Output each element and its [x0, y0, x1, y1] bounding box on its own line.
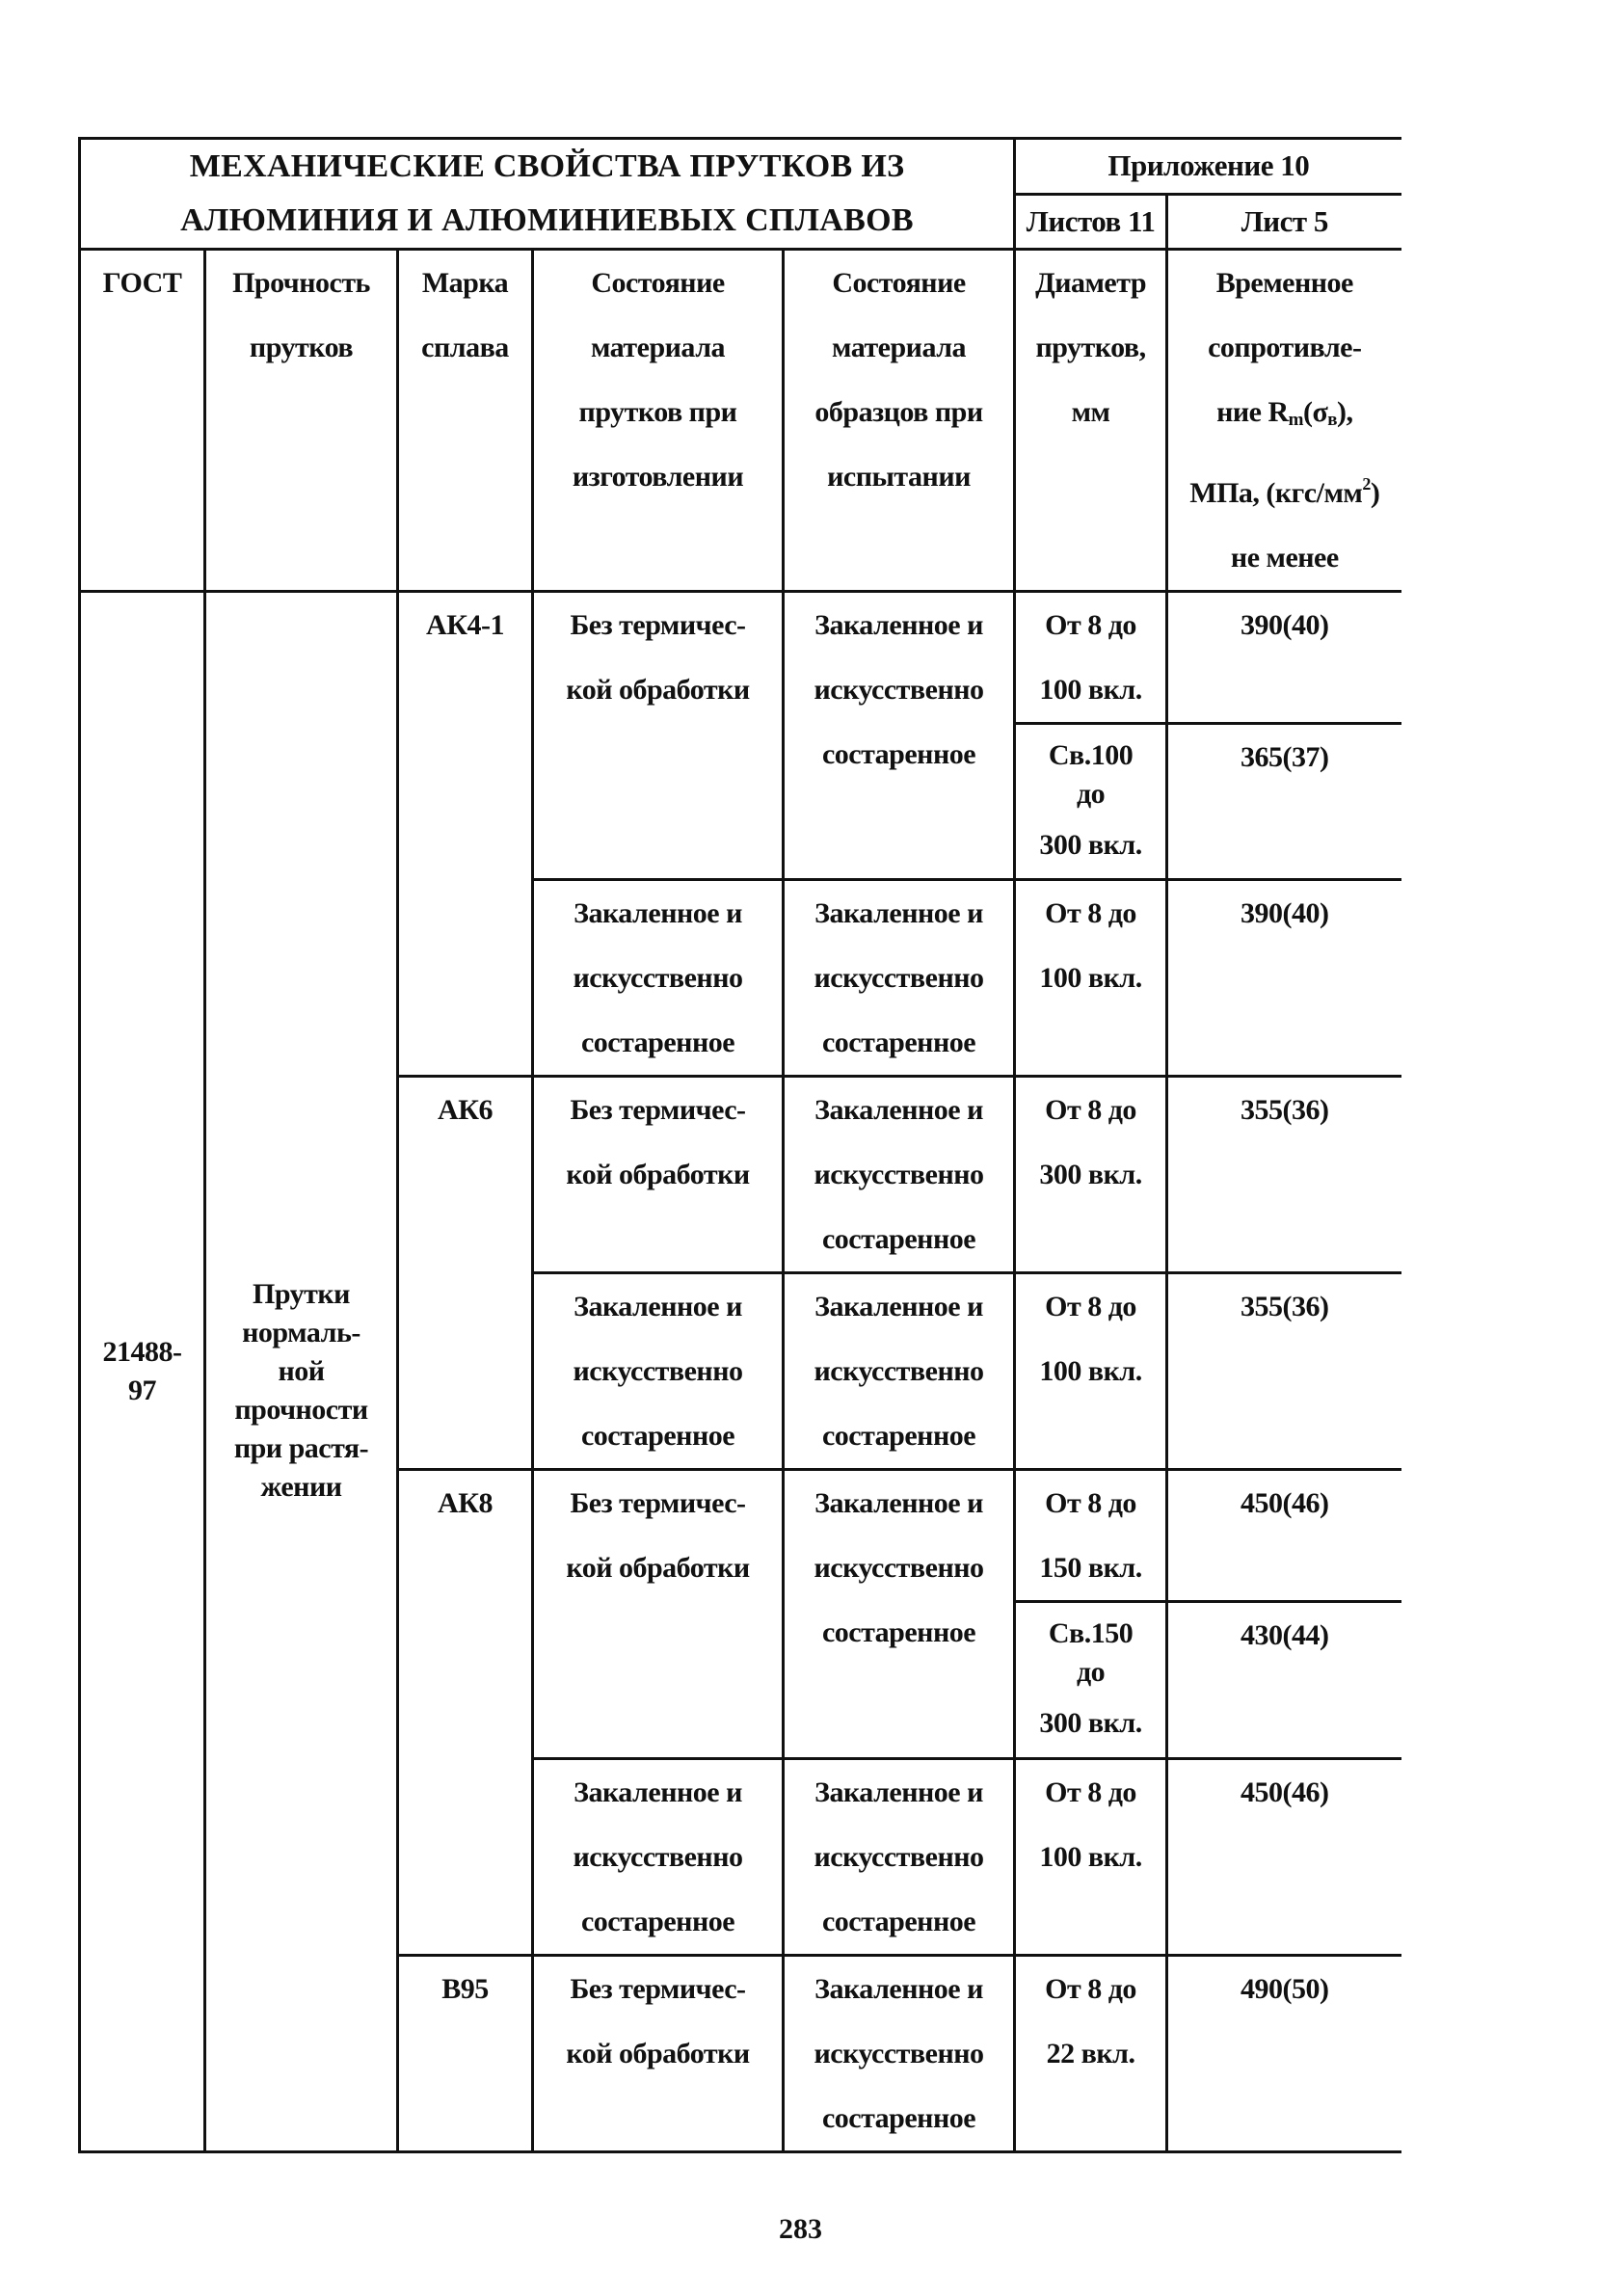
- col-header-test-state: Состояние материала образцов при испытании: [784, 250, 1015, 592]
- test-state: Закаленное и искусственно состаренное: [784, 592, 1015, 880]
- tensile-value: 365(37): [1167, 724, 1401, 880]
- grade-b95: В95: [398, 1956, 533, 2152]
- col-header-gost: ГОСТ: [80, 250, 205, 592]
- gost-number: 21488- 97: [80, 592, 205, 2152]
- col-header-manufacture-state: Состояние материала прутков при изготовлении: [533, 250, 784, 592]
- appendix-label: Приложение 10: [1015, 139, 1401, 195]
- sheets-total: Листов 11: [1015, 194, 1167, 250]
- sheet-current: Лист 5: [1167, 194, 1401, 250]
- title-line-2: АЛЮМИНИЯ И АЛЮМИНИЕВЫХ СПЛАВОВ: [180, 202, 914, 238]
- title-line-1: МЕХАНИЧЕСКИЕ СВОЙСТВА ПРУТКОВ ИЗ: [189, 148, 905, 184]
- test-state: Закаленное и искусственно состаренное: [784, 880, 1015, 1077]
- tensile-value: 430(44): [1167, 1602, 1401, 1759]
- tensile-value: 490(50): [1167, 1956, 1401, 2152]
- diameter-range: От 8 до 100 вкл.: [1015, 1273, 1167, 1470]
- diameter-range: От 8 до 100 вкл.: [1015, 592, 1167, 724]
- diameter-range: Св.150 до 300 вкл.: [1015, 1602, 1167, 1759]
- grade-ak6: АК6: [398, 1077, 533, 1470]
- test-state: Закаленное и искусственно состаренное: [784, 1077, 1015, 1273]
- strength-category: Прутки нормаль- ной прочности при растя- жении: [205, 592, 398, 2152]
- document-sheet: [78, 137, 1400, 2153]
- properties-table: [78, 137, 1401, 2153]
- manufacture-state: Без термичес- кой обработки: [533, 1956, 784, 2152]
- document-title: [80, 139, 1015, 250]
- col-header-grade: Марка сплава: [398, 250, 533, 592]
- manufacture-state: Без термичес- кой обработки: [533, 1077, 784, 1273]
- diameter-range: От 8 до 100 вкл.: [1015, 1759, 1167, 1956]
- tensile-value: 450(46): [1167, 1759, 1401, 1956]
- tensile-value: 390(40): [1167, 880, 1401, 1077]
- grade-ak4-1: АК4-1: [398, 592, 533, 1077]
- col-header-diameter: Диаметр прутков, мм: [1015, 250, 1167, 592]
- tensile-value: 355(36): [1167, 1273, 1401, 1470]
- page-number: 283: [779, 2213, 822, 2245]
- tensile-value: 390(40): [1167, 592, 1401, 724]
- manufacture-state: Без термичес- кой обработки: [533, 592, 784, 880]
- col-header-tensile-strength: Временное сопротивле- ние $R_m(\sigma_в)$, МПа, $(кгс/мм^2)$ не менее: [1167, 250, 1401, 592]
- manufacture-state: Закаленное и искусственно состаренное: [533, 1273, 784, 1470]
- diameter-range: От 8 до 22 вкл.: [1015, 1956, 1167, 2152]
- diameter-range: Св.100 до 300 вкл.: [1015, 724, 1167, 880]
- table-row: [80, 592, 1401, 724]
- test-state: Закаленное и искусственно состаренное: [784, 1956, 1015, 2152]
- test-state: Закаленное и искусственно состаренное: [784, 1273, 1015, 1470]
- diameter-range: От 8 до 100 вкл.: [1015, 880, 1167, 1077]
- tensile-value: 450(46): [1167, 1470, 1401, 1602]
- test-state: Закаленное и искусственно состаренное: [784, 1470, 1015, 1759]
- tensile-value: 355(36): [1167, 1077, 1401, 1273]
- manufacture-state: Закаленное и искусственно состаренное: [533, 1759, 784, 1956]
- title-row-1: [80, 139, 1401, 195]
- column-header-row: [80, 250, 1401, 592]
- manufacture-state: Закаленное и искусственно состаренное: [533, 880, 784, 1077]
- test-state: Закаленное и искусственно состаренное: [784, 1759, 1015, 1956]
- diameter-range: От 8 до 150 вкл.: [1015, 1470, 1167, 1602]
- col-header-strength: Прочность прутков: [205, 250, 398, 592]
- manufacture-state: Без термичес- кой обработки: [533, 1470, 784, 1759]
- grade-ak8: АК8: [398, 1470, 533, 1956]
- diameter-range: От 8 до 300 вкл.: [1015, 1077, 1167, 1273]
